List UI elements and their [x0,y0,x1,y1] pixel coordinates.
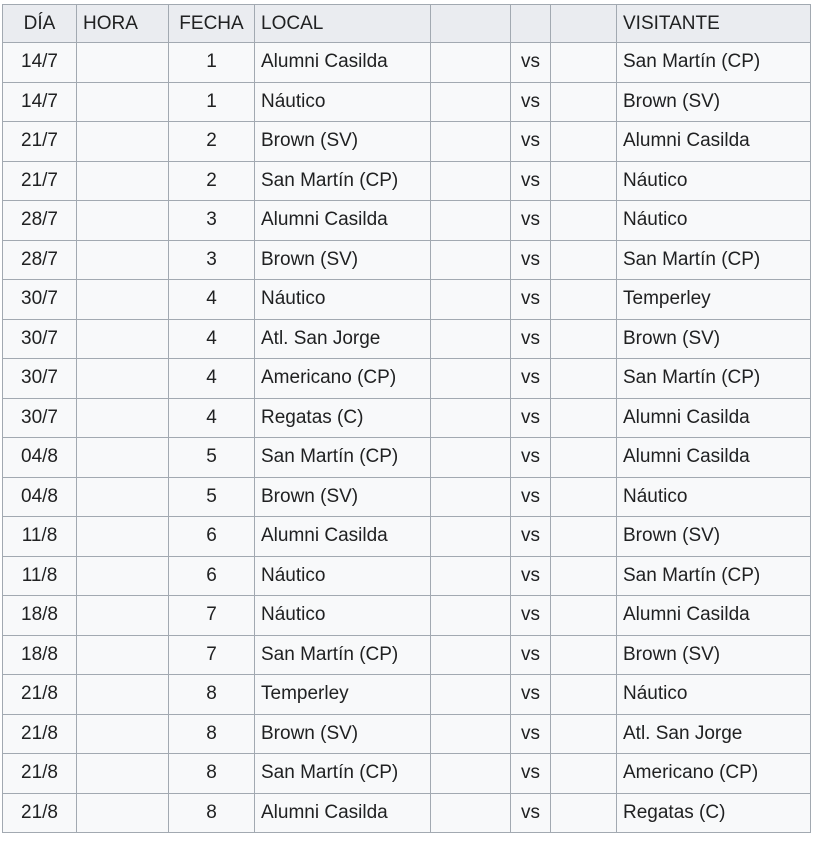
cell-dia: 21/7 [3,161,77,201]
cell-blank-2 [551,161,617,201]
cell-local: Regatas (C) [255,398,431,438]
cell-fecha: 8 [169,793,255,833]
cell-local: Brown (SV) [255,240,431,280]
cell-blank-1 [431,517,511,557]
header-row [3,5,811,43]
cell-blank-2 [551,201,617,241]
cell-local: Atl. San Jorge [255,319,431,359]
cell-blank-2 [551,477,617,517]
table-row [3,161,811,201]
cell-hora [77,359,169,399]
cell-blank-2 [551,398,617,438]
cell-dia: 30/7 [3,319,77,359]
cell-dia: 21/8 [3,754,77,794]
table-row [3,675,811,715]
cell-vs: vs [511,793,551,833]
cell-local: San Martín (CP) [255,438,431,478]
cell-blank-1 [431,556,511,596]
table-row [3,635,811,675]
cell-blank-1 [431,319,511,359]
cell-visitante: Náutico [617,201,811,241]
cell-blank-1 [431,675,511,715]
header-vs [511,5,551,43]
cell-visitante: San Martín (CP) [617,240,811,280]
cell-blank-1 [431,240,511,280]
header-fecha: FECHA [169,5,255,43]
cell-vs: vs [511,280,551,320]
cell-fecha: 2 [169,122,255,162]
cell-hora [77,477,169,517]
cell-local: San Martín (CP) [255,754,431,794]
cell-hora [77,714,169,754]
cell-vs: vs [511,359,551,399]
table-row [3,43,811,83]
cell-dia: 30/7 [3,359,77,399]
cell-blank-1 [431,201,511,241]
cell-fecha: 7 [169,635,255,675]
cell-blank-1 [431,280,511,320]
cell-local: San Martín (CP) [255,161,431,201]
cell-blank-2 [551,556,617,596]
cell-hora [77,201,169,241]
cell-hora [77,161,169,201]
cell-visitante: Náutico [617,161,811,201]
table-row [3,477,811,517]
cell-visitante: San Martín (CP) [617,556,811,596]
cell-blank-2 [551,675,617,715]
table-row [3,754,811,794]
cell-vs: vs [511,438,551,478]
cell-blank-2 [551,122,617,162]
cell-visitante: Brown (SV) [617,517,811,557]
cell-blank-2 [551,793,617,833]
cell-visitante: Alumni Casilda [617,438,811,478]
cell-visitante: Brown (SV) [617,635,811,675]
cell-blank-1 [431,477,511,517]
cell-blank-2 [551,714,617,754]
table-row [3,517,811,557]
cell-fecha: 6 [169,556,255,596]
cell-visitante: Brown (SV) [617,82,811,122]
cell-local: San Martín (CP) [255,635,431,675]
table-header [3,5,811,43]
cell-dia: 28/7 [3,240,77,280]
cell-blank-1 [431,161,511,201]
cell-fecha: 4 [169,280,255,320]
cell-blank-1 [431,438,511,478]
cell-local: Náutico [255,596,431,636]
cell-visitante: Temperley [617,280,811,320]
cell-dia: 14/7 [3,43,77,83]
cell-vs: vs [511,161,551,201]
cell-vs: vs [511,754,551,794]
cell-fecha: 3 [169,240,255,280]
cell-vs: vs [511,122,551,162]
cell-local: Brown (SV) [255,477,431,517]
cell-hora [77,556,169,596]
table-row [3,438,811,478]
cell-visitante: Americano (CP) [617,754,811,794]
cell-blank-1 [431,714,511,754]
cell-fecha: 6 [169,517,255,557]
cell-blank-1 [431,596,511,636]
cell-blank-2 [551,517,617,557]
cell-dia: 11/8 [3,556,77,596]
cell-visitante: Náutico [617,477,811,517]
header-dia: DÍA [3,5,77,43]
cell-local: Náutico [255,280,431,320]
cell-dia: 18/8 [3,596,77,636]
cell-blank-1 [431,82,511,122]
cell-local: Náutico [255,82,431,122]
cell-blank-1 [431,359,511,399]
table-row [3,319,811,359]
cell-vs: vs [511,675,551,715]
cell-visitante: San Martín (CP) [617,43,811,83]
cell-blank-2 [551,635,617,675]
cell-dia: 21/8 [3,793,77,833]
cell-fecha: 4 [169,398,255,438]
cell-fecha: 4 [169,359,255,399]
cell-dia: 30/7 [3,398,77,438]
cell-visitante: Regatas (C) [617,793,811,833]
table-row [3,793,811,833]
cell-vs: vs [511,517,551,557]
cell-blank-2 [551,43,617,83]
cell-dia: 28/7 [3,201,77,241]
cell-hora [77,635,169,675]
cell-dia: 18/8 [3,635,77,675]
cell-vs: vs [511,240,551,280]
cell-vs: vs [511,635,551,675]
table-row [3,398,811,438]
cell-hora [77,240,169,280]
cell-blank-2 [551,240,617,280]
cell-fecha: 1 [169,82,255,122]
cell-hora [77,398,169,438]
cell-visitante: Brown (SV) [617,319,811,359]
cell-visitante: Atl. San Jorge [617,714,811,754]
table-row [3,201,811,241]
cell-dia: 14/7 [3,82,77,122]
cell-blank-2 [551,319,617,359]
cell-dia: 21/8 [3,714,77,754]
cell-hora [77,280,169,320]
cell-hora [77,122,169,162]
cell-hora [77,438,169,478]
table-row [3,82,811,122]
header-local: LOCAL [255,5,431,43]
cell-hora [77,793,169,833]
table-body [3,43,811,833]
cell-blank-1 [431,635,511,675]
cell-fecha: 3 [169,201,255,241]
cell-blank-1 [431,43,511,83]
cell-fecha: 8 [169,675,255,715]
cell-fecha: 8 [169,754,255,794]
cell-local: Alumni Casilda [255,517,431,557]
cell-blank-2 [551,82,617,122]
fixture-table [2,4,811,833]
cell-visitante: Alumni Casilda [617,596,811,636]
cell-local: Alumni Casilda [255,793,431,833]
header-visitante: VISITANTE [617,5,811,43]
cell-fecha: 5 [169,438,255,478]
cell-fecha: 1 [169,43,255,83]
cell-vs: vs [511,596,551,636]
cell-local: Americano (CP) [255,359,431,399]
cell-vs: vs [511,714,551,754]
header-blank-2 [551,5,617,43]
cell-visitante: Alumni Casilda [617,122,811,162]
cell-dia: 04/8 [3,438,77,478]
cell-vs: vs [511,556,551,596]
cell-dia: 04/8 [3,477,77,517]
cell-fecha: 8 [169,714,255,754]
table-row [3,122,811,162]
header-hora: HORA [77,5,169,43]
cell-vs: vs [511,43,551,83]
cell-vs: vs [511,82,551,122]
cell-blank-2 [551,754,617,794]
cell-vs: vs [511,477,551,517]
cell-local: Brown (SV) [255,122,431,162]
table-row [3,596,811,636]
table-row [3,280,811,320]
cell-dia: 21/7 [3,122,77,162]
cell-local: Temperley [255,675,431,715]
cell-hora [77,596,169,636]
cell-visitante: Náutico [617,675,811,715]
cell-local: Alumni Casilda [255,201,431,241]
table-row [3,240,811,280]
cell-blank-1 [431,793,511,833]
cell-local: Alumni Casilda [255,43,431,83]
table-row [3,714,811,754]
cell-blank-2 [551,359,617,399]
table-row [3,556,811,596]
cell-blank-1 [431,754,511,794]
cell-dia: 21/8 [3,675,77,715]
cell-hora [77,754,169,794]
cell-vs: vs [511,319,551,359]
cell-blank-1 [431,398,511,438]
cell-blank-2 [551,438,617,478]
cell-visitante: San Martín (CP) [617,359,811,399]
cell-visitante: Alumni Casilda [617,398,811,438]
cell-hora [77,82,169,122]
cell-local: Brown (SV) [255,714,431,754]
cell-vs: vs [511,201,551,241]
table-row [3,359,811,399]
cell-hora [77,43,169,83]
cell-blank-1 [431,122,511,162]
cell-dia: 11/8 [3,517,77,557]
cell-hora [77,517,169,557]
cell-fecha: 4 [169,319,255,359]
cell-fecha: 7 [169,596,255,636]
cell-vs: vs [511,398,551,438]
header-blank-1 [431,5,511,43]
cell-blank-2 [551,596,617,636]
cell-dia: 30/7 [3,280,77,320]
cell-local: Náutico [255,556,431,596]
cell-fecha: 2 [169,161,255,201]
cell-fecha: 5 [169,477,255,517]
cell-hora [77,675,169,715]
cell-blank-2 [551,280,617,320]
cell-hora [77,319,169,359]
